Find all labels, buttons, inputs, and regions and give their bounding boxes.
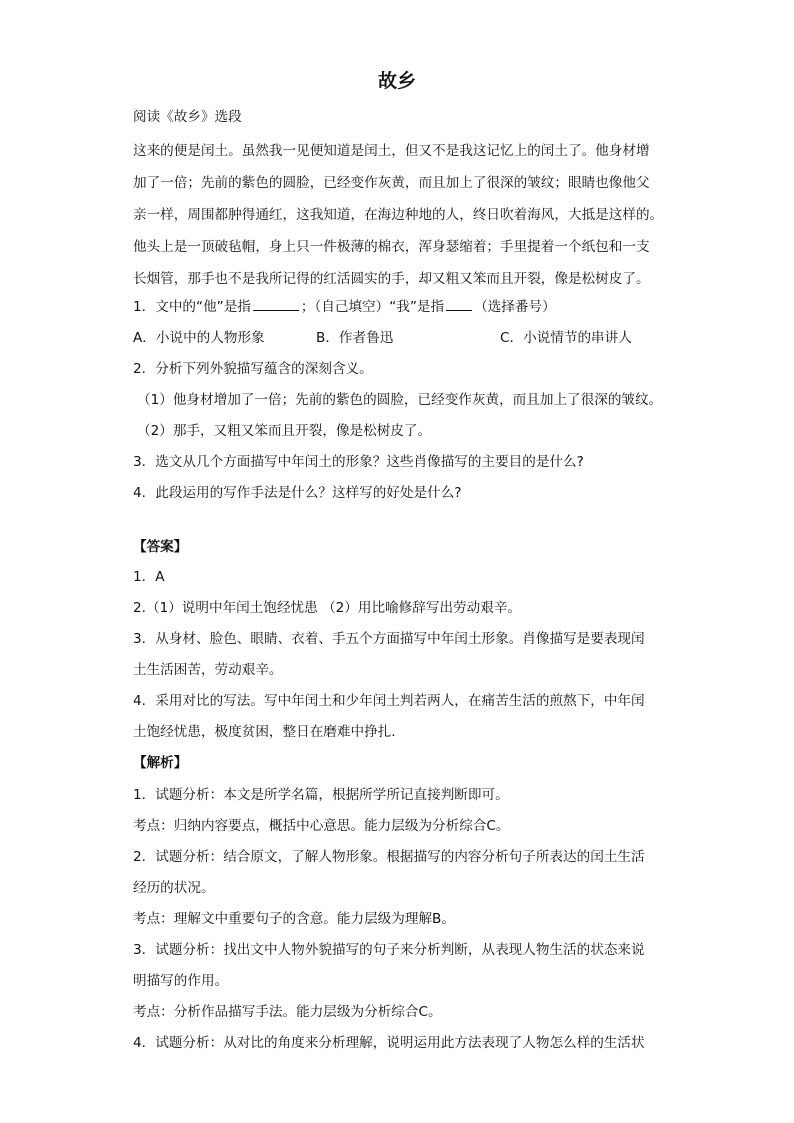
answer-line-4: 土生活困苦，劳动艰辛。 [133, 662, 283, 678]
question-2: 2．分析下列外貌描写蕴含的深刻含义。 [133, 361, 373, 377]
analysis-line-7: 明描写的作用。 [133, 973, 229, 989]
passage-line-4: 他头上是一顶破毡帽，身上只一件极薄的棉衣，浑身瑟缩着；手里提着一个纸包和一支 [133, 239, 650, 255]
question-2-sub-1: （1）他身材增加了一倍；先前的紫色的圆脸，已经变作灰黄，而且加上了很深的皱纹。 [137, 392, 663, 408]
passage-line-3: 亲一样，周围都肿得通红，这我知道，在海边种地的人，终日吹着海风，大抵是这样的。 [133, 207, 664, 223]
analysis-line-9: 4．试题分析：从对比的角度来分析理解，说明运用此方法表现了人物怎么样的生活状 [133, 1035, 645, 1051]
question-2-sub-2: （2）那手，又粗又笨而且开裂，像是松树皮了。 [137, 423, 432, 439]
answer-line-1: 1．A [133, 569, 165, 585]
option-b: B．作者鲁迅 [316, 330, 394, 346]
question-1-part1: 1．文中的“他”是指 [133, 299, 251, 315]
passage-line-2: 加了一倍；先前的紫色的圆脸，已经变作灰黄，而且加上了很深的皱纹；眼睛也像他父 [133, 175, 650, 191]
question-1-part2: ；（自己填空）“我”是指 [300, 299, 445, 315]
analysis-line-1: 1．试题分析：本文是所学名篇，根据所学所记直接判断即可。 [133, 787, 509, 803]
page-title: 故乡 [377, 70, 416, 92]
question-1-part3: （选择番号） [474, 299, 556, 315]
analysis-line-8: 考点：分析作品描写手法。能力层级为分析综合C。 [133, 1004, 442, 1020]
option-c: C．小说情节的串讲人 [500, 330, 632, 346]
answer-heading: 【答案】 [133, 539, 188, 555]
analysis-line-3: 2．试题分析：结合原文，了解人物形象。根据描写的内容分析句子所表达的闰土生活 [133, 849, 645, 865]
answer-blank-2[interactable] [446, 297, 472, 311]
intro-line: 阅读《故乡》选段 [133, 109, 242, 125]
analysis-line-6: 3．试题分析：找出文中人物外貌描写的句子来分析判断，从表现人物生活的状态来说 [133, 942, 645, 958]
analysis-line-2: 考点：归纳内容要点，概括中心意思。能力层级为分析综合C。 [133, 818, 510, 834]
question-3: 3．选文从几个方面描写中年闰土的形象？这些肖像描写的主要目的是什么? [133, 454, 584, 470]
answer-line-2: 2.（1）说明中年闰土饱经忧患 （2）用比喻修辞写出劳动艰辛。 [133, 600, 522, 616]
analysis-line-4: 经历的状况。 [133, 880, 215, 896]
answer-line-5: 4．采用对比的写法。写中年闰土和少年闰土判若两人，在痛苦生活的煎熬下，中年闰 [133, 693, 645, 709]
answer-blank-1[interactable] [253, 297, 299, 311]
answer-line-6: 土饱经忧患，极度贫困，整日在磨难中挣扎. [133, 724, 396, 740]
analysis-heading: 【解析】 [133, 755, 188, 771]
analysis-line-5: 考点：理解文中重要句子的含意。能力层级为理解B。 [133, 911, 455, 927]
answer-line-3: 3．从身材、脸色、眼睛、衣着、手五个方面描写中年闰土形象。肖像描写是要表现闰 [133, 631, 645, 647]
passage-line-5: 长烟管，那手也不是我所记得的红活圆实的手，却又粗又笨而且开裂，像是松树皮了。 [133, 271, 650, 287]
question-1 [133, 297, 556, 317]
passage-line-1: 这来的便是闰土。虽然我一见便知道是闰土，但又不是我这记忆上的闰土了。他身材增 [133, 143, 650, 159]
option-a: A．小说中的人物形象 [133, 330, 265, 346]
question-4: 4．此段运用的写作手法是什么？这样写的好处是什么? [133, 485, 462, 501]
